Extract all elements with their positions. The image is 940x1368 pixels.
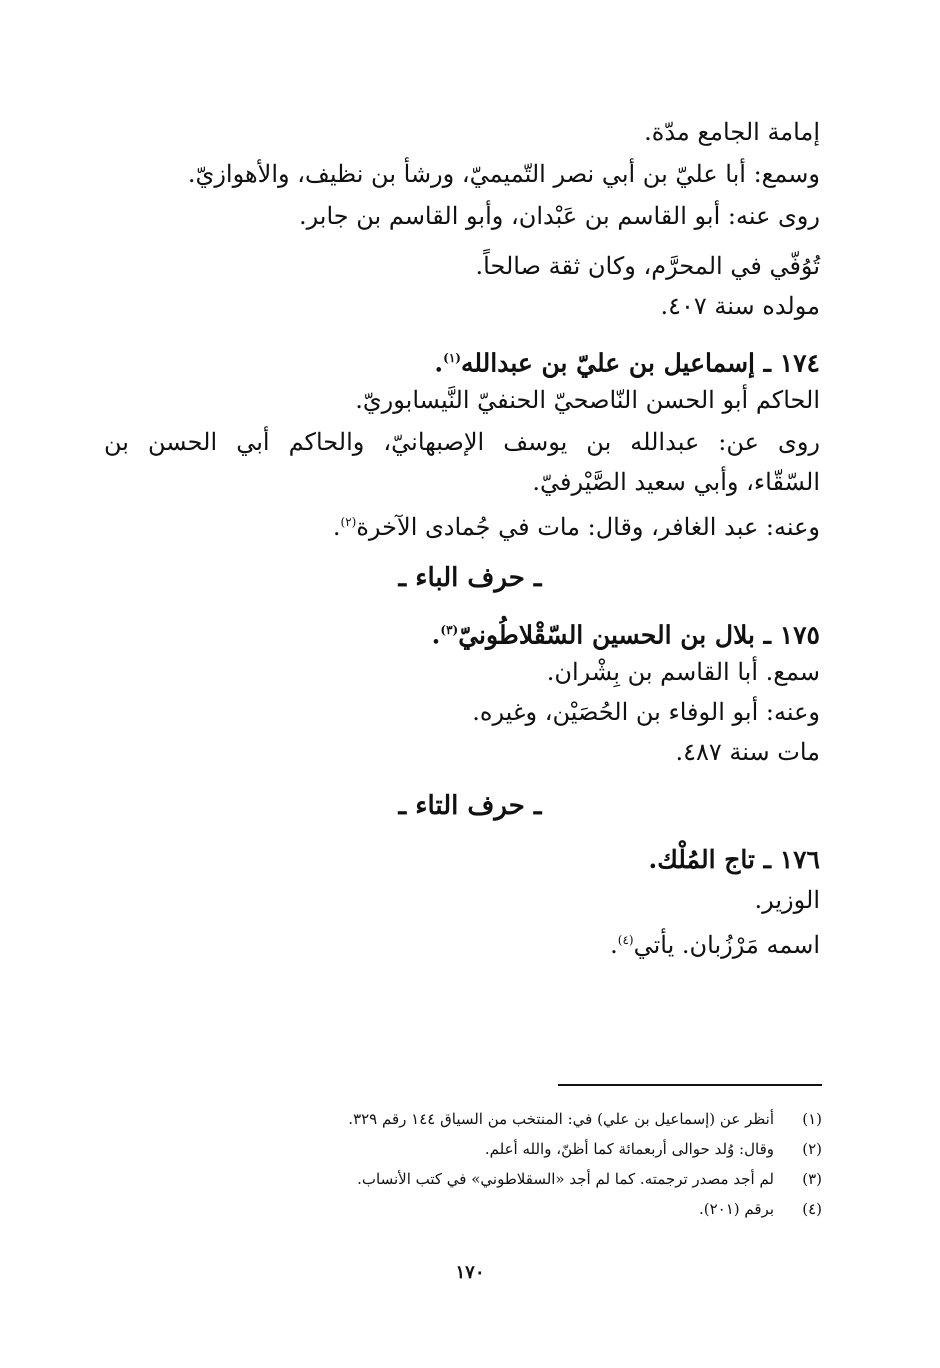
footnote-number: (٣): [802, 1170, 822, 1188]
footnote-number: (١): [802, 1110, 822, 1128]
entry-heading: ١٧٤ ـ إسماعيل بن عليّ بن عبدالله$^{(١)}$.: [434, 348, 820, 378]
footnote-text: أنظر عن (إسماعيل بن علي) في: المنتخب من السياق ١٤٤ رقم ٣٢٩.: [348, 1110, 774, 1128]
footnote-marker: (٤): [617, 933, 634, 947]
footnote-marker: (٣): [440, 623, 459, 637]
text-line-content: اسمه مَرْزُبان. يأتي: [633, 931, 820, 959]
section-heading: ـ حرف الباء ـ: [398, 563, 542, 593]
footnote-marker: (١): [443, 351, 461, 365]
footnote-text: لم أجد مصدر ترجمته. كما لم أجد «السقلاطوني» في كتب الأنساب.: [357, 1170, 774, 1188]
text-line: إمامة الجامع مدّة.: [644, 118, 820, 146]
footnote: [485, 1138, 822, 1160]
text-line-content: وعنه: عبد الغافر، وقال: مات في جُمادى الآخرة: [356, 513, 820, 541]
entry-heading-text: ١٧٥ ـ بلال بن الحسين السّقْلاطُونيّ: [458, 620, 820, 650]
text-line: الوزير.: [754, 886, 820, 914]
section-heading: ـ حرف التاء ـ: [398, 791, 542, 821]
footnote-text: برقم (٢٠١).: [698, 1200, 774, 1218]
text-line: وعنه: أبو الوفاء بن الحُصَيْن، وغيره.: [472, 698, 820, 726]
text-line: سمع. أبا القاسم بن بِشْران.: [546, 658, 820, 686]
entry-heading: ١٧٦ ـ تاج المُلْك.: [648, 845, 820, 874]
text-line: تُوُفّي في المحرَّم، وكان ثقة صالحاً.: [475, 252, 820, 280]
text-line: روى عن: عبدالله بن يوسف الإصبهانيّ، والحاكم أبي الحسن بن: [104, 428, 820, 456]
text-line: اسمه مَرْزُبان. يأتي$^{(٤)}$.: [610, 931, 820, 959]
text-line: الحاكم أبو الحسن النّاصحيّ الحنفيّ النَّيسابوريّ.: [355, 386, 820, 414]
entry-heading: ١٧٥ ـ بلال بن الحسين السّقْلاطُونيّ$^{(٣)}$.: [431, 620, 820, 650]
footnote-marker: (٢): [340, 515, 357, 529]
page-number: ١٧٠: [455, 1262, 485, 1283]
footnote: [699, 1198, 822, 1220]
text-line: روى عنه: أبو القاسم بن عَبْدان، وأبو القاسم بن جابر.: [298, 202, 820, 230]
text-line: وعنه: عبد الغافر، وقال: مات في جُمادى الآخرة$^{(٢)}$.: [332, 513, 820, 541]
text-line: السّقّاء، وأبي سعيد الصَّيْرفيّ.: [532, 468, 820, 496]
entry-heading-text: ١٧٤ ـ إسماعيل بن عليّ بن عبدالله: [460, 348, 820, 378]
footnote-number: (٤): [802, 1200, 822, 1218]
footnote-divider: [558, 1084, 822, 1086]
text-line: مولده سنة ٤٠٧.: [660, 292, 820, 320]
footnote-text: وقال: وُلد حوالى أربعمائة كما أظنّ، والله أعلم.: [484, 1140, 774, 1158]
text-line: وسمع: أبا عليّ بن أبي نصر التّميميّ، ورشأ بن نظيف، والأهوازيّ.: [187, 160, 820, 188]
footnote: [357, 1168, 822, 1190]
text-line: مات سنة ٤٨٧.: [675, 738, 820, 766]
footnote: [348, 1108, 822, 1130]
footnote-number: (٢): [802, 1140, 822, 1158]
